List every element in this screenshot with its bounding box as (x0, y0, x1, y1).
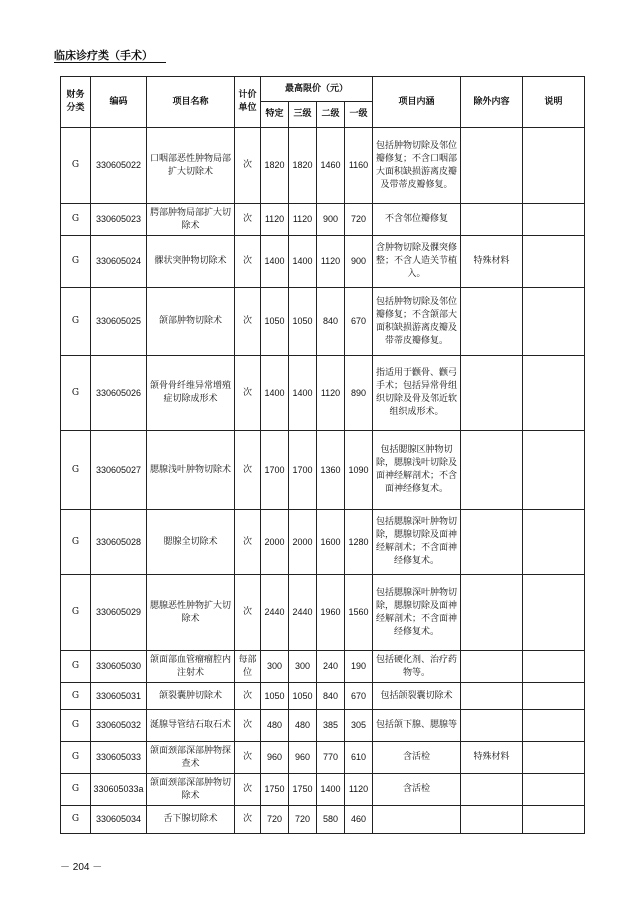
header-content: 项目内涵 (373, 77, 461, 128)
cell-content: 包括腮腺深叶肿物切除，腮腺切除及面神经解剖术；不含面神经修复术。 (373, 575, 461, 651)
table-row (61, 288, 585, 356)
cell-name: 颌面部血管瘤瘤腔内注射术 (147, 651, 235, 683)
cell-name: 舌下腺切除术 (147, 806, 235, 834)
cell-price-tier1: 610 (345, 742, 373, 774)
header-tier-1: 一级 (345, 102, 373, 128)
cell-price-tier2: 770 (317, 742, 345, 774)
table-header (61, 77, 585, 128)
cell-code: 330605022 (91, 128, 147, 204)
cell-name: 颌面颈部深部肿物探查术 (147, 742, 235, 774)
cell-price-special: 480 (261, 710, 289, 742)
cell-price-tier2: 580 (317, 806, 345, 834)
cell-name: 腮腺浅叶肿物切除术 (147, 431, 235, 510)
table-row (61, 774, 585, 806)
cell-unit: 次 (235, 710, 261, 742)
cell-content: 指适用于颧骨、颧弓手术；包括异常骨组织切除及骨及邻近软组织成形术。 (373, 356, 461, 431)
cell-exclusions (461, 774, 523, 806)
cell-notes (523, 806, 585, 834)
table-row (61, 806, 585, 834)
cell-price-tier1: 1560 (345, 575, 373, 651)
cell-exclusions (461, 806, 523, 834)
cell-content: 含活检 (373, 774, 461, 806)
cell-price-tier1: 1160 (345, 128, 373, 204)
cell-price-special: 1050 (261, 683, 289, 710)
cell-name: 颌面颈部深部肿物切除术 (147, 774, 235, 806)
cell-unit: 次 (235, 683, 261, 710)
cell-price-tier1: 720 (345, 204, 373, 236)
cell-category: G (61, 510, 91, 575)
cell-notes (523, 710, 585, 742)
cell-price-tier2: 1460 (317, 128, 345, 204)
cell-price-tier3: 1050 (289, 683, 317, 710)
cell-category: G (61, 128, 91, 204)
cell-name: 颌骨骨纤维异常增殖症切除成形术 (147, 356, 235, 431)
cell-code: 330605029 (91, 575, 147, 651)
cell-price-tier3: 300 (289, 651, 317, 683)
cell-notes (523, 128, 585, 204)
cell-name: 腮腺全切除术 (147, 510, 235, 575)
table-row (61, 742, 585, 774)
cell-notes (523, 204, 585, 236)
header-exclusions: 除外内容 (461, 77, 523, 128)
cell-exclusions: 特殊材料 (461, 236, 523, 288)
cell-name: 涎腺导管结石取石术 (147, 710, 235, 742)
cell-price-tier1: 890 (345, 356, 373, 431)
header-notes: 说明 (523, 77, 585, 128)
cell-code: 330605033a (91, 774, 147, 806)
cell-price-special: 960 (261, 742, 289, 774)
cell-category: G (61, 431, 91, 510)
cell-content: 包括肿物切除及邻位瓣修复；不含口咽部大面积缺损游离皮瓣及带蒂皮瓣修复。 (373, 128, 461, 204)
cell-price-tier3: 1400 (289, 236, 317, 288)
cell-price-tier2: 385 (317, 710, 345, 742)
cell-exclusions: 特殊材料 (461, 742, 523, 774)
table-row (61, 236, 585, 288)
cell-notes (523, 683, 585, 710)
cell-name: 腭部肿物局部扩大切除术 (147, 204, 235, 236)
cell-price-tier2: 1600 (317, 510, 345, 575)
header-max-price: 最高限价（元） (261, 77, 373, 102)
cell-category: G (61, 204, 91, 236)
cell-notes (523, 651, 585, 683)
cell-name: 颌部肿物切除术 (147, 288, 235, 356)
cell-price-special: 1050 (261, 288, 289, 356)
cell-price-tier3: 1050 (289, 288, 317, 356)
cell-price-special: 1700 (261, 431, 289, 510)
cell-price-tier1: 1090 (345, 431, 373, 510)
cell-price-tier3: 1700 (289, 431, 317, 510)
cell-price-tier2: 240 (317, 651, 345, 683)
cell-price-tier2: 1120 (317, 236, 345, 288)
cell-content: 含肿物切除及髁突修整；不含人造关节植入。 (373, 236, 461, 288)
cell-price-special: 2000 (261, 510, 289, 575)
cell-category: G (61, 575, 91, 651)
cell-code: 330605033 (91, 742, 147, 774)
cell-price-tier1: 1120 (345, 774, 373, 806)
cell-price-tier2: 1120 (317, 356, 345, 431)
cell-unit: 次 (235, 128, 261, 204)
header-tier-3: 三级 (289, 102, 317, 128)
cell-content: 包括肿物切除及邻位瓣修复；不含颌部大面积缺损游离皮瓣及带蒂皮瓣修复。 (373, 288, 461, 356)
cell-content: 不含邻位瓣修复 (373, 204, 461, 236)
cell-price-tier3: 960 (289, 742, 317, 774)
cell-price-special: 1750 (261, 774, 289, 806)
cell-content: 包括腮腺区肿物切除，腮腺浅叶切除及面神经解剖术；不含面神经修复术。 (373, 431, 461, 510)
fee-table (60, 76, 585, 834)
cell-category: G (61, 356, 91, 431)
cell-unit: 次 (235, 356, 261, 431)
cell-code: 330605028 (91, 510, 147, 575)
cell-price-tier3: 1750 (289, 774, 317, 806)
cell-name: 腮腺恶性肿物扩大切除术 (147, 575, 235, 651)
cell-category: G (61, 651, 91, 683)
cell-price-special: 300 (261, 651, 289, 683)
cell-category: G (61, 683, 91, 710)
table-row (61, 204, 585, 236)
cell-price-special: 1400 (261, 236, 289, 288)
cell-category: G (61, 742, 91, 774)
cell-category: G (61, 710, 91, 742)
cell-price-tier2: 1960 (317, 575, 345, 651)
cell-price-tier1: 190 (345, 651, 373, 683)
cell-code: 330605027 (91, 431, 147, 510)
cell-price-tier3: 2000 (289, 510, 317, 575)
cell-price-tier1: 1280 (345, 510, 373, 575)
cell-exclusions (461, 575, 523, 651)
cell-unit: 次 (235, 510, 261, 575)
cell-content: 包括腮腺深叶肿物切除，腮腺切除及面神经解剖术；不含面神经修复术。 (373, 510, 461, 575)
table-row (61, 683, 585, 710)
page-header: 临床诊疗类（手术） (54, 49, 153, 62)
cell-exclusions (461, 431, 523, 510)
cell-exclusions (461, 204, 523, 236)
header-tier-2: 二级 (317, 102, 345, 128)
cell-price-tier2: 840 (317, 288, 345, 356)
cell-content: 包括颌下腺、腮腺等 (373, 710, 461, 742)
header-tier-special: 特定 (261, 102, 289, 128)
cell-code: 330605024 (91, 236, 147, 288)
table-row (61, 575, 585, 651)
cell-exclusions (461, 128, 523, 204)
cell-code: 330605031 (91, 683, 147, 710)
cell-content: 包括颌裂囊切除术 (373, 683, 461, 710)
table-row (61, 356, 585, 431)
cell-price-tier1: 900 (345, 236, 373, 288)
cell-unit: 次 (235, 806, 261, 834)
cell-notes (523, 774, 585, 806)
cell-exclusions (461, 288, 523, 356)
cell-exclusions (461, 683, 523, 710)
cell-code: 330605023 (91, 204, 147, 236)
cell-code: 330605032 (91, 710, 147, 742)
cell-category: G (61, 774, 91, 806)
cell-price-tier1: 670 (345, 288, 373, 356)
header-unit: 计价单位 (235, 77, 261, 128)
header-underline (54, 62, 166, 63)
cell-content: 包括硬化剂、治疗药物等。 (373, 651, 461, 683)
cell-unit: 次 (235, 774, 261, 806)
header-name: 项目名称 (147, 77, 235, 128)
cell-unit: 次 (235, 575, 261, 651)
cell-code: 330605034 (91, 806, 147, 834)
cell-name: 颌裂囊肿切除术 (147, 683, 235, 710)
table-row (61, 710, 585, 742)
cell-name: 髁状突肿物切除术 (147, 236, 235, 288)
page-number: － 204 － (60, 862, 103, 873)
cell-notes (523, 356, 585, 431)
cell-exclusions (461, 510, 523, 575)
cell-name: 口咽部恶性肿物局部扩大切除术 (147, 128, 235, 204)
cell-price-tier3: 1120 (289, 204, 317, 236)
cell-price-tier1: 305 (345, 710, 373, 742)
cell-price-tier3: 720 (289, 806, 317, 834)
cell-notes (523, 236, 585, 288)
cell-unit: 次 (235, 288, 261, 356)
cell-category: G (61, 288, 91, 356)
cell-notes (523, 742, 585, 774)
table-row (61, 510, 585, 575)
cell-notes (523, 575, 585, 651)
header-category: 财务分类 (61, 77, 91, 128)
cell-price-tier1: 460 (345, 806, 373, 834)
cell-price-special: 1820 (261, 128, 289, 204)
cell-price-special: 720 (261, 806, 289, 834)
cell-content: 含活检 (373, 742, 461, 774)
cell-code: 330605025 (91, 288, 147, 356)
header-code: 编码 (91, 77, 147, 128)
cell-category: G (61, 806, 91, 834)
cell-unit: 每部位 (235, 651, 261, 683)
cell-price-tier3: 2440 (289, 575, 317, 651)
cell-price-tier3: 480 (289, 710, 317, 742)
cell-notes (523, 431, 585, 510)
table-row (61, 651, 585, 683)
cell-notes (523, 510, 585, 575)
cell-unit: 次 (235, 431, 261, 510)
cell-price-special: 2440 (261, 575, 289, 651)
cell-price-special: 1400 (261, 356, 289, 431)
cell-exclusions (461, 356, 523, 431)
cell-code: 330605026 (91, 356, 147, 431)
cell-price-special: 1120 (261, 204, 289, 236)
cell-content (373, 806, 461, 834)
cell-price-tier3: 1820 (289, 128, 317, 204)
table-body (61, 128, 585, 834)
cell-price-tier3: 1400 (289, 356, 317, 431)
cell-price-tier2: 1400 (317, 774, 345, 806)
cell-exclusions (461, 710, 523, 742)
cell-unit: 次 (235, 236, 261, 288)
cell-price-tier1: 670 (345, 683, 373, 710)
cell-price-tier2: 900 (317, 204, 345, 236)
cell-notes (523, 288, 585, 356)
cell-price-tier2: 840 (317, 683, 345, 710)
cell-price-tier2: 1360 (317, 431, 345, 510)
cell-unit: 次 (235, 742, 261, 774)
table-row (61, 128, 585, 204)
table-row (61, 431, 585, 510)
cell-exclusions (461, 651, 523, 683)
cell-code: 330605030 (91, 651, 147, 683)
cell-category: G (61, 236, 91, 288)
cell-unit: 次 (235, 204, 261, 236)
